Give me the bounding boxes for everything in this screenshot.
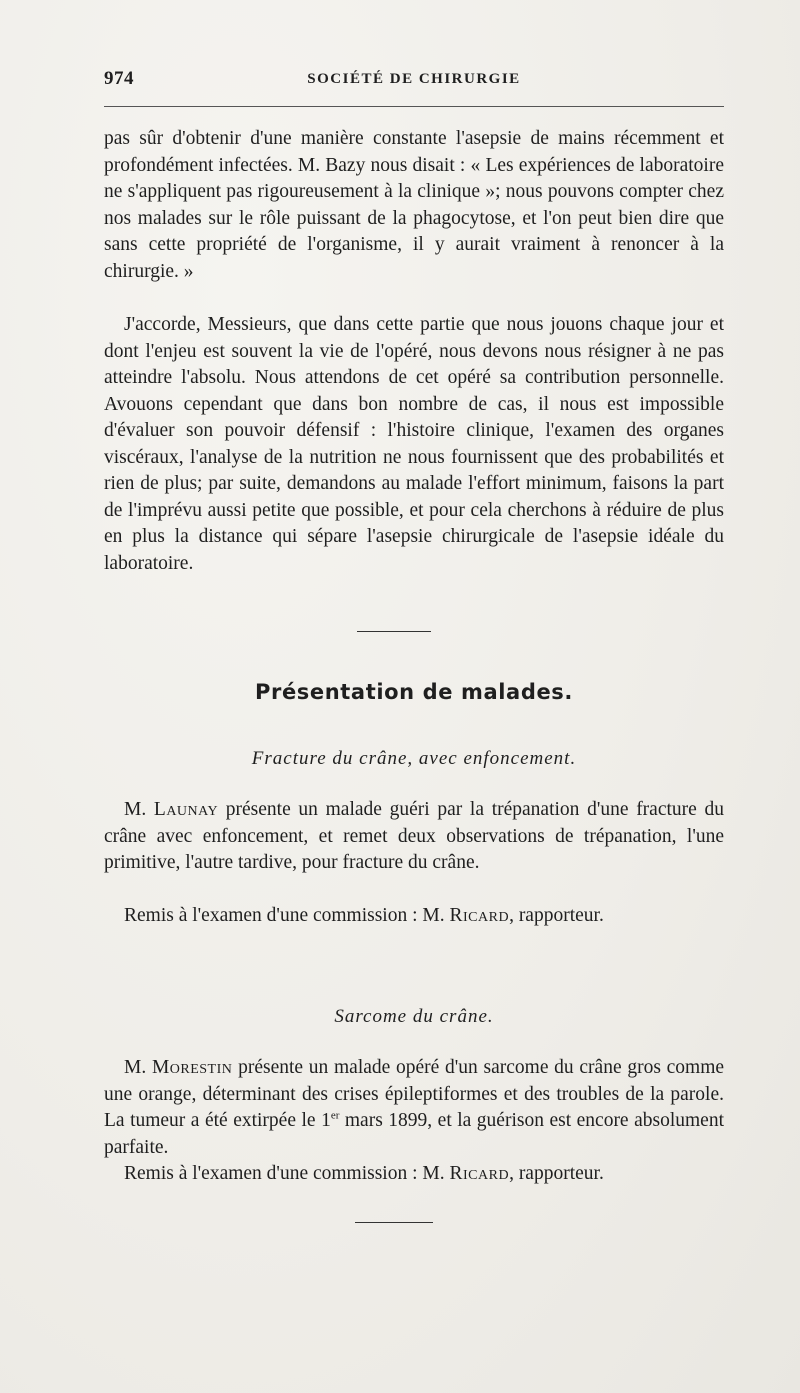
honorific: M. <box>124 799 147 820</box>
body-paragraph-2: J'accorde, Messieurs, que dans cette partie que nous jouons chaque jour et dont l'enjeu est souvent la vie de l'opéré, nous devons nous résigner à ne pas atteindre l'absolu. Nous attendons de cet opéré sa contribution personnelle. Avouons cependant que dans bon nombre de cas, il nous est impossible d'évaluer son pouvoir défensif : l'histoire clinique, l'examen des organes viscéraux, l'analyse de la nutrition ne nous fournissent que des probabilités et rien de plus; par suite, demandons au malade l'effort minimum, faisons la part de l'imprévu aussi petite que possible, et pour cela cherchons à réduire de plus en plus la distance qui sépare l'asepsie chirurgicale de l'asepsie idéale du laboratoire. <box>104 314 724 574</box>
rapporteur-name: Ricard <box>449 905 510 926</box>
referral-suffix: , rapporteur. <box>509 905 604 926</box>
page-number: 974 <box>104 68 134 89</box>
referral-morestin <box>104 1161 724 1188</box>
author-name: Launay <box>153 799 219 820</box>
referral-prefix: Remis à l'examen d'une commission : M. <box>124 1163 445 1184</box>
rapporteur-name: Ricard <box>449 1163 510 1184</box>
author-name: Morestin <box>151 1057 233 1078</box>
presentation-morestin <box>104 1055 724 1161</box>
referral-suffix: , rapporteur. <box>509 1163 604 1184</box>
subtitle-fracture: Fracture du crâne, avec enfoncement. <box>251 748 577 769</box>
closing-divider <box>355 1222 433 1223</box>
header-rule <box>104 106 724 107</box>
presentation-text: présente un malade opéré d'un sarcome du crâne gros comme une orange, déterminant des crises épileptiformes et des troubles de la parole. La tumeur a été extirpée le 1 <box>104 1057 725 1131</box>
running-title: SOCIÉTÉ DE CHIRURGIE <box>307 71 521 87</box>
honorific: M. <box>124 1057 147 1078</box>
referral-launay <box>104 903 724 930</box>
page-header <box>104 68 724 98</box>
presentation-text: présente un malade guéri par la trépanation d'une fracture du crâne avec enfoncement, et remet deux observations de trépanation, l'une primitive, l'autre tardive, pour fracture du crâne. <box>104 799 724 873</box>
subtitle-sarcome: Sarcome du crâne. <box>334 1006 494 1027</box>
referral-prefix: Remis à l'examen d'une commission : M. <box>124 905 445 926</box>
presentation-launay <box>104 797 724 877</box>
section-divider <box>357 631 431 632</box>
body-paragraph-1: pas sûr d'obtenir d'une manière constante l'asepsie de mains récemment et profondément infectées. M. Bazy nous disait : « Les expériences de laboratoire ne s'appliquent pas rigoureusement à la clinique »; nous pouvons compter chez nos malades sur le rôle puissant de la phagocytose, et l'on peut bien dire que sans cette propriété de l'organisme, il y aurait vraiment à renoncer à la chirurgie. » <box>104 128 724 282</box>
section-title: Présentation de malades. <box>255 680 573 704</box>
presentation-text-end: mars 1899, et la guérison est encore absolument parfaite. <box>104 1110 724 1158</box>
superscript: er <box>330 1109 340 1122</box>
